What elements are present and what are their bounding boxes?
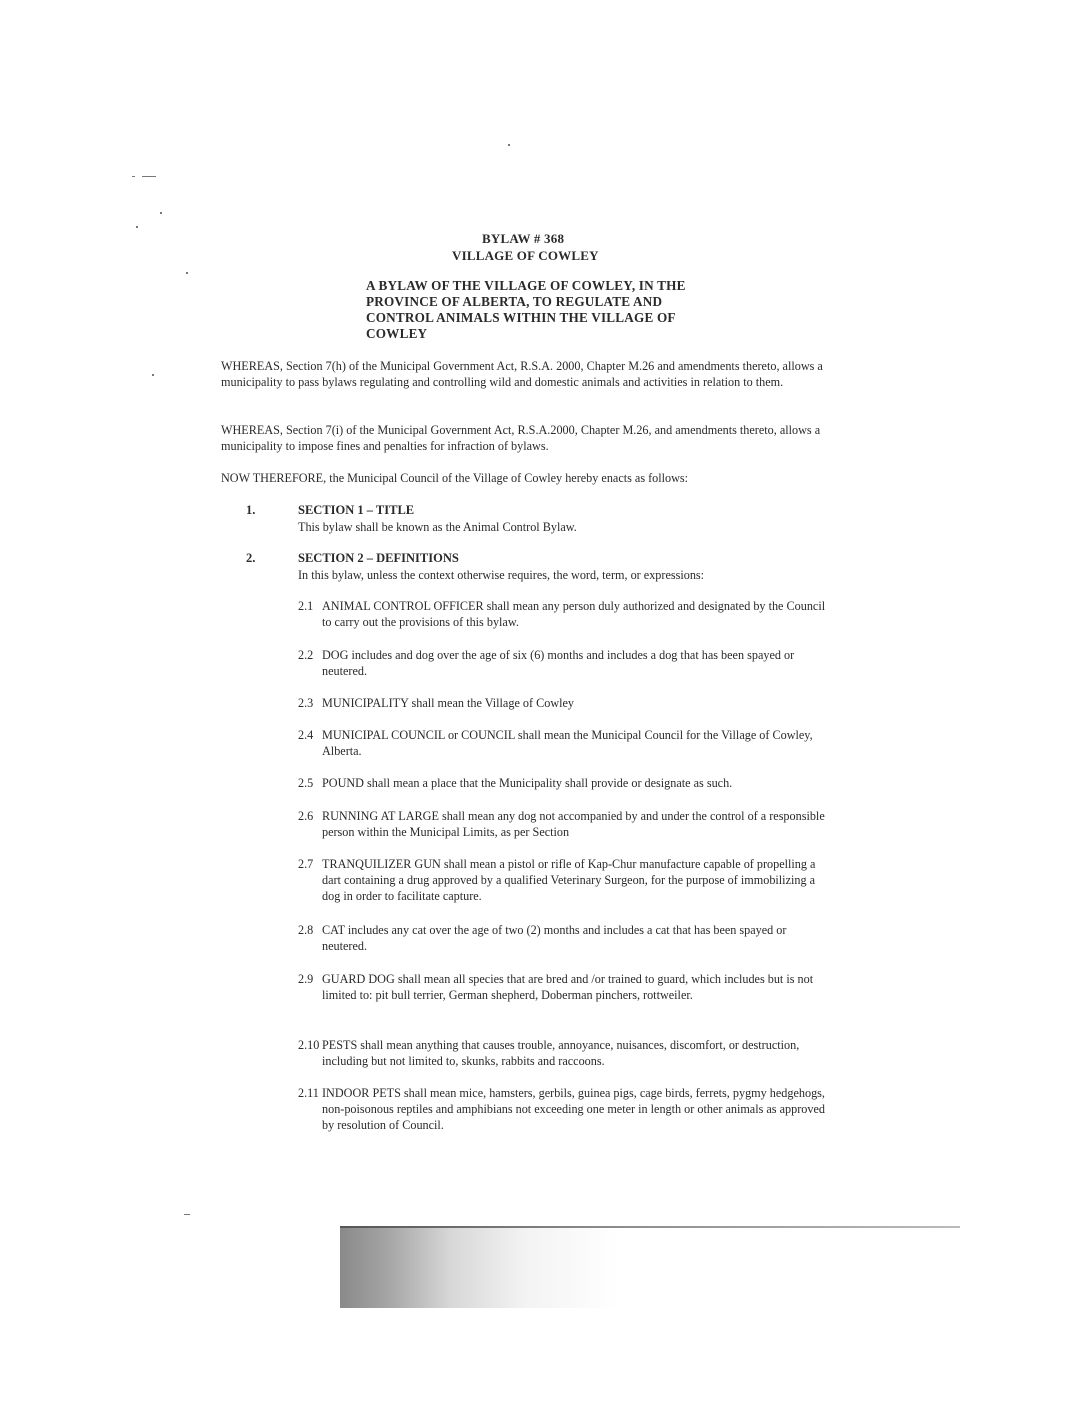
definition-text: PESTS shall mean anything that causes trouble, annoyance, nuisances, discomfort, or destruction, including but not limited to, skunks, rabbits and raccoons. xyxy=(322,1038,800,1068)
definition-number: 2.8 xyxy=(298,923,314,937)
bylaw-village: VILLAGE OF COWLEY xyxy=(452,248,599,263)
definition-text: MUNICIPALITY shall mean the Village of Cowley xyxy=(322,696,575,710)
definition-text: TRANQUILIZER GUN shall mean a pistol or rifle of Kap-Chur manufacture capable of propelling a dart containing a drug approved by a qualified Veterinary Surgeon, for the purpose of immobilizing a dog in order to facilitate capture. xyxy=(322,857,816,903)
section-number: 1. xyxy=(246,503,256,517)
definition-number: 2.4 xyxy=(298,728,314,742)
section-number: 2. xyxy=(246,551,256,565)
definition-number: 2.5 xyxy=(298,776,314,790)
bylaw-number: BYLAW # 368 xyxy=(482,231,565,246)
scan-speck xyxy=(184,1214,190,1215)
definition-text: GUARD DOG shall mean all species that are bred and /or trained to guard, which includes but is not limited to: pit bull terrier, German shepherd, Doberman pinchers, rottweiler. xyxy=(322,972,814,1002)
bylaw-title: A BYLAW OF THE VILLAGE OF COWLEY, IN THE PROVINCE OF ALBERTA, TO REGULATE AND CONTROL ANIMALS WITHIN THE VILLAGE OF COWLEY xyxy=(366,278,686,341)
section-body: This bylaw shall be known as the Animal Control Bylaw. xyxy=(298,520,577,534)
section-heading: SECTION 1 – TITLE xyxy=(298,503,415,517)
scan-speck xyxy=(508,144,510,146)
scan-speck xyxy=(142,176,156,177)
definition-number: 2.1 xyxy=(298,599,314,613)
definition-number: 2.6 xyxy=(298,809,314,823)
section-body: In this bylaw, unless the context otherwise requires, the word, term, or expressions: xyxy=(298,568,705,582)
definition-text: POUND shall mean a place that the Municipality shall provide or designate as such. xyxy=(322,776,733,790)
definition-text: ANIMAL CONTROL OFFICER shall mean any person duly authorized and designated by the Council to carry out the provisions of this bylaw. xyxy=(322,599,826,629)
now-therefore-paragraph: NOW THEREFORE, the Municipal Council of the Village of Cowley hereby enacts as follows: xyxy=(221,471,689,485)
definition-text: INDOOR PETS shall mean mice, hamsters, gerbils, guinea pigs, cage birds, ferrets, pygmy hedgehogs, non-poisonous reptiles and amphibians not exceeding one meter in length or other animals as approved by resolution of Council. xyxy=(322,1086,825,1132)
definition-number: 2.9 xyxy=(298,972,314,986)
definition-text: MUNICIPAL COUNCIL or COUNCIL shall mean the Municipal Council for the Village of Cowley, Alberta. xyxy=(322,728,813,758)
definition-text: RUNNING AT LARGE shall mean any dog not accompanied by and under the control of a responsible person within the Municipal Limits, as per Section xyxy=(322,809,825,839)
definition-number: 2.11 xyxy=(298,1086,319,1100)
scan-shadow xyxy=(340,1228,960,1308)
definition-number: 2.3 xyxy=(298,696,314,710)
definition-number: 2.7 xyxy=(298,857,314,871)
definition-number: 2.10 xyxy=(298,1038,320,1052)
whereas-paragraph-2: WHEREAS, Section 7(i) of the Municipal Government Act, R.S.A.2000, Chapter M.26, and amendments thereto, allows a municipality to impose fines and penalties for infraction of bylaws. xyxy=(221,423,821,453)
whereas-paragraph-1: WHEREAS, Section 7(h) of the Municipal Government Act, R.S.A. 2000, Chapter M.26 and amendments thereto, allows a municipality to pass bylaws regulating and controlling wild and domestic animals and activities in relation to them. xyxy=(221,359,823,389)
section-heading: SECTION 2 – DEFINITIONS xyxy=(298,551,459,565)
scan-speck xyxy=(160,212,162,214)
scan-speck xyxy=(186,272,188,274)
scan-speck xyxy=(132,176,135,177)
definition-text: CAT includes any cat over the age of two (2) months and includes a cat that has been spayed or neutered. xyxy=(322,923,787,953)
definition-text: DOG includes and dog over the age of six (6) months and includes a dog that has been spayed or neutered. xyxy=(322,648,795,678)
scan-speck xyxy=(136,226,138,228)
scan-speck xyxy=(152,374,154,376)
definition-number: 2.2 xyxy=(298,648,314,662)
